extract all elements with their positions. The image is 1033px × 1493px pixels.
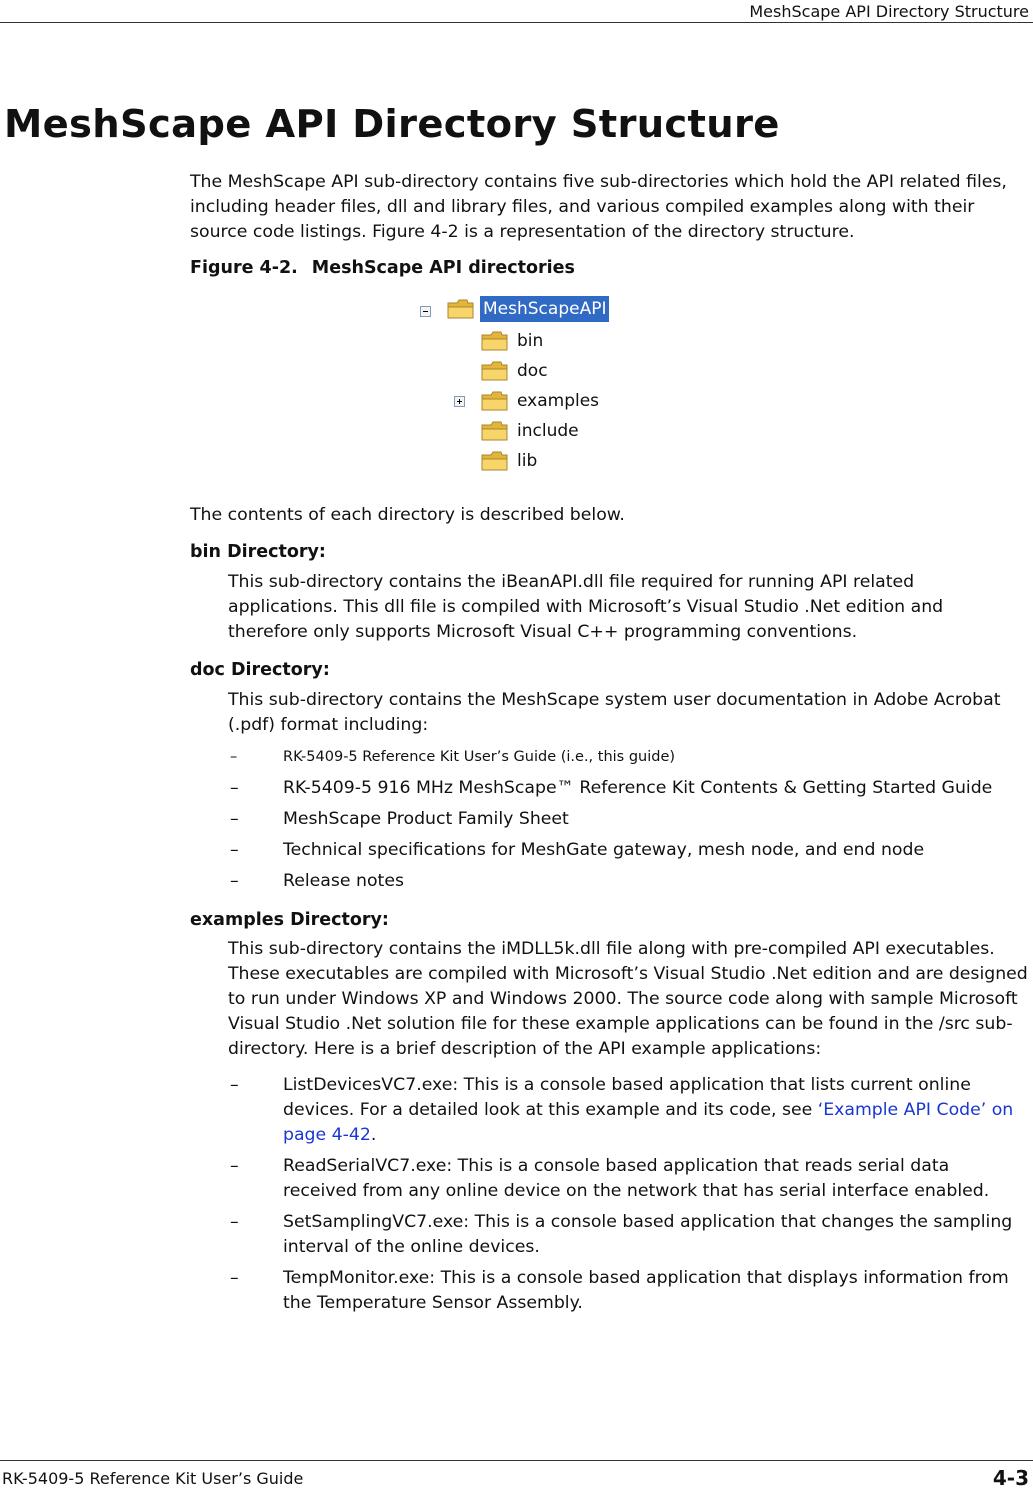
tree-item-doc[interactable]	[480, 359, 551, 383]
list-item: – ReadSerialVC7.exe: This is a console based application that reads serial data received from any online device on the network that has serial interface enabled.	[228, 1154, 1028, 1204]
tree-item-root[interactable]	[446, 297, 609, 321]
folder-icon	[480, 330, 510, 352]
tree-label-lib: lib	[517, 451, 538, 471]
doc-description: This sub-directory contains the MeshScape system user documentation in Adobe Acrobat (.pdf) format including:	[228, 690, 1001, 735]
list-item: – MeshScape Product Family Sheet	[228, 807, 1028, 832]
folder-icon	[480, 390, 510, 412]
tree-label-root: MeshScapeAPI	[480, 296, 609, 322]
doc-heading: doc Directory:	[190, 660, 330, 680]
list-item: – SetSamplingVC7.exe: This is a console based application that changes the sampling interval of the online devices.	[228, 1210, 1028, 1260]
examples-heading: examples Directory:	[190, 910, 389, 930]
bin-heading: bin Directory:	[190, 542, 326, 562]
list-item-end: .	[370, 1125, 377, 1145]
list-item	[228, 1073, 1028, 1148]
list-item: – RK-5409-5 Reference Kit User’s Guide (i.e., this guide)	[228, 745, 1028, 770]
list-item: – RK-5409-5 916 MHz MeshScape™ Reference Kit Contents & Getting Started Guide	[228, 776, 1028, 801]
figure-caption	[190, 258, 575, 278]
tree-item-bin[interactable]	[480, 329, 546, 353]
tree-item-examples[interactable]	[480, 389, 602, 413]
directory-tree	[418, 296, 638, 476]
header-rule	[0, 22, 1033, 23]
list-item: – Release notes	[228, 869, 1028, 894]
list-item-text: ListDevicesVC7.exe: This is a console based application that lists current online devices. For a detailed look at this example and its code, see	[283, 1075, 971, 1120]
footer-guide-title: RK-5409-5 Reference Kit User’s Guide	[2, 1469, 304, 1488]
tree-label-include: include	[517, 421, 579, 441]
doc-list	[228, 745, 1028, 900]
collapse-box-icon[interactable]	[420, 306, 431, 317]
list-item: – Technical specifications for MeshGate gateway, mesh node, and end node	[228, 838, 1028, 863]
list-item: – TempMonitor.exe: This is a console based application that displays information from the Temperature Sensor Assembly.	[228, 1266, 1028, 1316]
expand-box-icon[interactable]	[454, 396, 465, 407]
tree-label-doc: doc	[517, 361, 548, 381]
folder-icon	[480, 450, 510, 472]
running-header: MeshScape API Directory Structure	[749, 2, 1029, 21]
example-api-code-link[interactable]: ‘Example API Code’ on page 4-42	[283, 1100, 1014, 1145]
tree-item-include[interactable]	[480, 419, 582, 443]
intro-paragraph: The MeshScape API sub-directory contains five sub-directories which hold the API related files, including header files, dll and library files, and various compiled examples along with their source code listings. Figure 4-2 is a representation of the directory structure.	[190, 172, 1007, 242]
examples-list	[228, 1073, 1028, 1322]
page-title: MeshScape API Directory Structure	[4, 102, 780, 147]
page-number: 4-3	[992, 1466, 1029, 1490]
examples-description: This sub-directory contains the iMDLL5k.dll file along with pre-compiled API executables. These executables are compiled with Microsoft’s Visual Studio .Net edition and are designed to run under Windows XP and Windows 2000. The source code along with sample Microsoft Visual Studio .Net solution file for these example applications can be found in the /src sub-directory. Here is a brief description of the API example applications:	[228, 939, 1028, 1059]
folder-icon	[480, 420, 510, 442]
folder-icon	[480, 360, 510, 382]
folder-icon	[446, 298, 476, 320]
footer-rule	[0, 1460, 1033, 1461]
bin-description: This sub-directory contains the iBeanAPI.dll file required for running API related applications. This dll file is compiled with Microsoft’s Visual Studio .Net edition and therefore only supports Microsoft Visual C++ programming conventions.	[228, 572, 944, 642]
tree-label-examples: examples	[517, 391, 600, 411]
contents-intro: The contents of each directory is described below.	[190, 505, 625, 525]
figure-title: MeshScape API directories	[311, 258, 575, 278]
tree-item-lib[interactable]	[480, 449, 540, 473]
tree-label-bin: bin	[517, 331, 544, 351]
figure-label: Figure 4-2.	[190, 258, 298, 278]
